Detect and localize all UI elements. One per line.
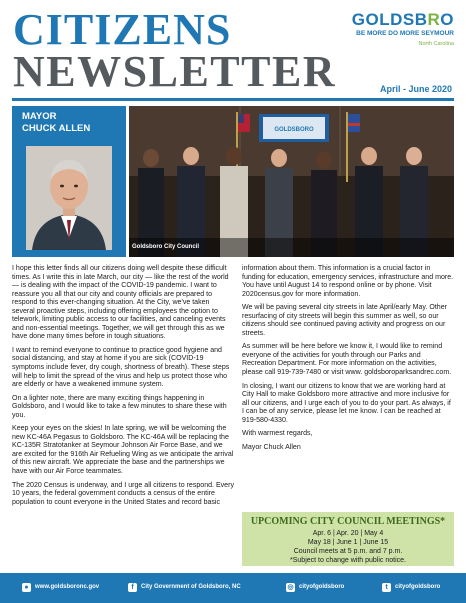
paragraph: information about them. This information is a crucial factor in funding for education, emergency services, infrastructure and more. You have until August 14 to respond online or by phone. Visit 2020census.gov for more information. [242,265,454,298]
meetings-heading: UPCOMING CITY COUNCIL MEETINGS* [250,516,446,527]
signature: Mayor Chuck Allen [242,443,301,451]
council-photo-image [129,106,454,257]
paragraph: With warmest regards, [242,430,313,438]
footer-instagram-link[interactable]: cityofgoldsboro [299,584,345,590]
newsletter-title-line1: CITIZENS [13,5,232,54]
paragraph: I want to remind everyone to continue to practice good hygiene and social distancing, and stay at home if you are sick (COVID-19 symptoms include fever, dry cough, shortness of breath). These steps will help to limit the spread of the virus and help us protect those who are elderly or have a weakened immune system. [12,346,230,389]
article-column-right [242,265,454,457]
paragraph: As summer will be here before we know it, I would like to remind everyone of the activities for youth through our Parks and Recreation Department. For more information on the activities, please call 919-739-7480 or visit www. goldsboroparksandrec.com. [242,343,452,377]
city-council-photo [129,106,454,257]
globe-icon: ● [22,583,31,592]
logo-wordmark: GOLDSBRO [351,10,454,29]
paragraph: The 2020 Census is underway, and I urge all citizens to respond. Every 10 years, the federal government conducts a census of the entire population to count everyone in the United States and record basic [12,481,234,506]
paragraph: On a lighter note, there are many exciting things happening in Goldsboro, and I would like to take a few minutes to share these with you. [12,394,227,419]
paragraph: In closing, I want our citizens to know that we are working hard at City Hall to make Goldsboro more attractive and more inclusive for all our citizens, and I urge each of you to do your part. As always, if I can be of any service, please let me know. I can be reached at 919-580-4330. [242,382,451,424]
paragraph: I hope this letter finds all our citizens doing well despite these difficult times. As I write this in late March, our city — like the rest of the world — is dealing with the impact of the COVID-19 pandemic. I want to reassure you all that our city and county officials are prepared to respond to this ever-changing situation. At the City, we've taken several proactive steps, including offering employees the option to telework, limiting public access to our facilities, and canceling events and non-essential meetings. Together, we will get through this as we have done many times before in tough situations. [12,265,229,341]
mayor-name: CHUCK ALLEN [22,123,91,134]
logo-state: North Carolina [418,41,454,47]
issue-date: April - June 2020 [379,84,452,94]
mayor-label [22,111,90,135]
goldsboro-logo [338,10,456,58]
facebook-icon: f [128,583,137,592]
photo-caption: Goldsboro City Council [132,244,199,250]
header-divider [12,98,454,101]
footer-facebook-link[interactable]: City Government of Goldsboro, NC [141,584,241,590]
mayor-portrait [26,146,112,250]
logo-tagline: BE MORE DO MORE SEYMOUR [356,30,454,37]
twitter-icon: t [382,583,391,592]
paragraph: Keep your eyes on the skies! In late spring, we will be welcoming the new KC-46A Pegasus to Goldsboro. The KC-46A will be replacing the KC-135R Stratotanker at Seymour Johnson Air Force Base, and we are excited for the 916th Air Refueling Wing as we anticipate the arrival of this new aircraft. We appreciate the base and the partnerships we have with our Air Force teammates. [12,425,234,476]
meeting-dates-line1: Apr. 6 | Apr. 20 | May 4 [312,530,384,537]
footer-website-link[interactable]: www.goldsboronc.gov [35,584,100,590]
paragraph: We will be paving several city streets in late April/early May. Other resurfacing of city streets will begin this summer as well, so our citizens should see continued paving activity and progress on our streets. [242,304,447,337]
article-column-left [12,265,234,512]
meeting-time-note: Council meets at 5 p.m. and 7 p.m. [293,548,403,555]
meeting-change-note: *Subject to change with public notice. [290,557,406,564]
mayor-portrait-image [26,146,112,250]
meeting-dates-line2: May 18 | June 1 | June 15 [307,539,389,546]
instagram-icon: ◎ [287,584,294,591]
podium-sign-text: GOLDSBORO [274,127,314,133]
council-meetings-box [242,512,454,566]
newsletter-title-line2: NEWSLETTER [13,47,337,96]
footer-bar [0,573,466,603]
footer-twitter-link[interactable]: cityofgoldsboro [395,584,441,590]
mayor-title: MAYOR [22,111,57,122]
